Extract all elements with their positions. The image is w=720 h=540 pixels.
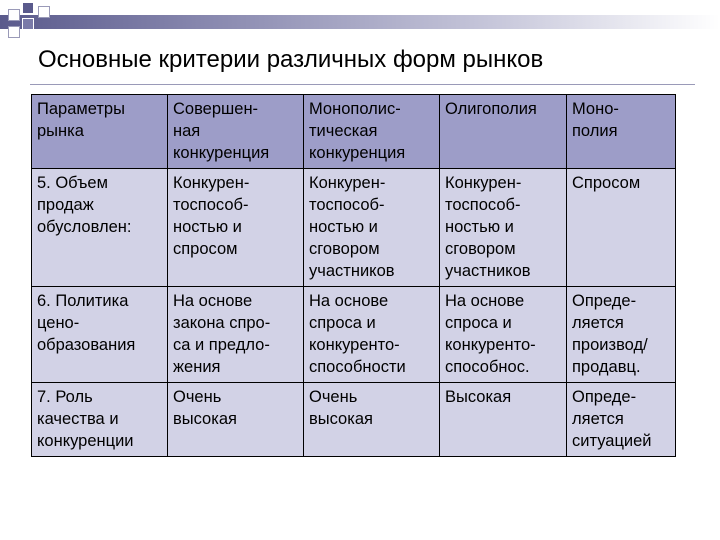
- table-cell: Очень высокая: [304, 383, 440, 457]
- table-cell: Опреде- ляется производ/ продавц.: [567, 287, 676, 383]
- decor-square-icon: [22, 2, 34, 14]
- decor-square-icon: [38, 6, 50, 18]
- table-cell: Конкурен- тоспособ- ностью и сговором участников: [440, 169, 567, 287]
- table-cell: На основе закона спро- са и предло- жения: [168, 287, 304, 383]
- header-cell-parameters: Параметры рынка: [32, 95, 168, 169]
- decor-square-icon: [8, 9, 20, 21]
- table-cell: На основе спроса и конкуренто- способности: [304, 287, 440, 383]
- table-cell: Конкурен- тоспособ- ностью и спросом: [168, 169, 304, 287]
- table-cell: Опреде- ляется ситуацией: [567, 383, 676, 457]
- table-cell: 6. Политика цено- образования: [32, 287, 168, 383]
- table-header-row: [32, 95, 676, 169]
- table-cell: Высокая: [440, 383, 567, 457]
- table-cell: Очень высокая: [168, 383, 304, 457]
- table-row: [32, 169, 676, 287]
- table-cell: Конкурен- тоспособ- ностью и сговором участников: [304, 169, 440, 287]
- decor-square-icon: [8, 26, 20, 38]
- header-cell-perfect-competition: Совершен- ная конкуренция: [168, 95, 304, 169]
- decor-square-icon: [22, 18, 34, 30]
- slide-decoration: [0, 0, 720, 44]
- table-row: [32, 287, 676, 383]
- table-cell: На основе спроса и конкуренто- способнос.: [440, 287, 567, 383]
- market-criteria-table: [31, 94, 676, 457]
- header-cell-oligopoly: Олигополия: [440, 95, 567, 169]
- slide-title: Основные критерии различных форм рынков: [38, 46, 544, 73]
- table-cell: 5. Объем продаж обусловлен:: [32, 169, 168, 287]
- title-divider: [30, 84, 695, 85]
- header-cell-monopoly: Моно- полия: [567, 95, 676, 169]
- decor-gradient-bar: [0, 15, 720, 29]
- table-row: [32, 383, 676, 457]
- header-cell-monopolistic-competition: Монополис- тическая конкуренция: [304, 95, 440, 169]
- table-cell: Спросом: [567, 169, 676, 287]
- table-cell: 7. Роль качества и конкуренции: [32, 383, 168, 457]
